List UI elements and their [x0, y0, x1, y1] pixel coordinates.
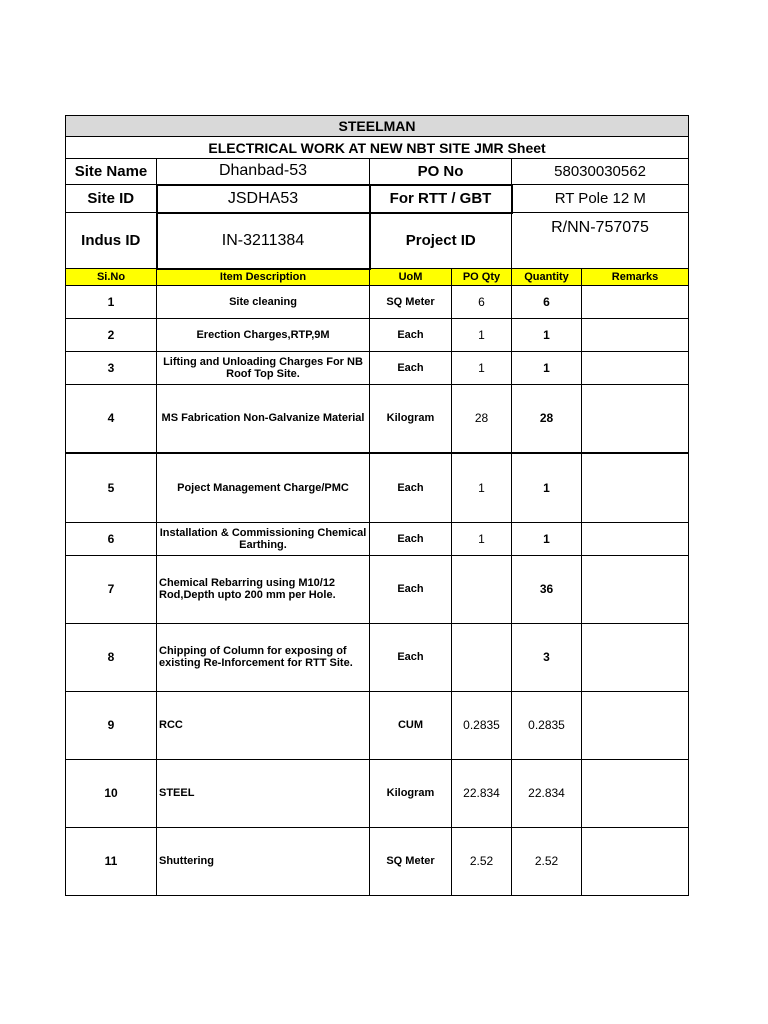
row-quantity: 6 [512, 285, 582, 318]
row-description: RCC [157, 691, 370, 759]
row-uom: CUM [370, 691, 452, 759]
row-quantity: 1 [512, 318, 582, 351]
site-id-value: JSDHA53 [157, 185, 370, 213]
row-po-qty: 1 [452, 522, 512, 555]
row-description: Shuttering [157, 827, 370, 895]
row-remarks [582, 318, 689, 351]
col-header-po-qty: PO Qty [452, 269, 512, 286]
indus-id-value: IN-3211384 [157, 213, 370, 269]
table-row [66, 759, 689, 827]
row-quantity: 36 [512, 555, 582, 623]
row-uom: Each [370, 522, 452, 555]
table-row [66, 285, 689, 318]
table-row [66, 827, 689, 895]
row-sno: 11 [66, 827, 157, 895]
row-po-qty: 22.834 [452, 759, 512, 827]
col-header-description: Item Description [157, 269, 370, 286]
row-quantity: 28 [512, 384, 582, 453]
row-quantity: 1 [512, 351, 582, 384]
row-uom: Kilogram [370, 759, 452, 827]
row-remarks [582, 384, 689, 453]
project-id-label: Project ID [370, 213, 512, 269]
row-uom: Each [370, 318, 452, 351]
table-row [66, 384, 689, 453]
row-description: Poject Management Charge/PMC [157, 453, 370, 522]
jmr-sheet-table [65, 115, 689, 896]
row-uom: SQ Meter [370, 285, 452, 318]
row-sno: 3 [66, 351, 157, 384]
row-description: Chipping of Column for exposing of existing Re-Inforcement for RTT Site. [157, 623, 370, 691]
table-row [66, 691, 689, 759]
row-remarks [582, 623, 689, 691]
row-remarks [582, 759, 689, 827]
row-quantity: 2.52 [512, 827, 582, 895]
table-row [66, 453, 689, 522]
row-uom: SQ Meter [370, 827, 452, 895]
row-po-qty: 6 [452, 285, 512, 318]
row-description: Site cleaning [157, 285, 370, 318]
row-quantity: 1 [512, 453, 582, 522]
site-name-value: Dhanbad-53 [157, 159, 370, 185]
row-remarks [582, 827, 689, 895]
row-quantity: 3 [512, 623, 582, 691]
po-no-label: PO No [370, 159, 512, 185]
table-row [66, 351, 689, 384]
row-quantity: 22.834 [512, 759, 582, 827]
row-po-qty: 1 [452, 453, 512, 522]
col-header-remarks: Remarks [582, 269, 689, 286]
row-sno: 6 [66, 522, 157, 555]
row-sno: 5 [66, 453, 157, 522]
indus-id-label: Indus ID [66, 213, 157, 269]
row-sno: 4 [66, 384, 157, 453]
row-description: Erection Charges,RTP,9M [157, 318, 370, 351]
row-quantity: 0.2835 [512, 691, 582, 759]
row-po-qty [452, 555, 512, 623]
site-id-label: Site ID [66, 185, 157, 213]
row-description: Chemical Rebarring using M10/12 Rod,Depth upto 200 mm per Hole. [157, 555, 370, 623]
row-remarks [582, 522, 689, 555]
row-sno: 10 [66, 759, 157, 827]
row-uom: Each [370, 351, 452, 384]
row-sno: 1 [66, 285, 157, 318]
table-row [66, 623, 689, 691]
row-uom: Each [370, 555, 452, 623]
row-remarks [582, 351, 689, 384]
rtt-gbt-value: RT Pole 12 M [512, 185, 689, 213]
col-header-uom: UoM [370, 269, 452, 286]
table-row [66, 318, 689, 351]
column-header-row [66, 269, 689, 286]
row-po-qty: 28 [452, 384, 512, 453]
row-sno: 7 [66, 555, 157, 623]
table-row [66, 522, 689, 555]
row-remarks [582, 691, 689, 759]
row-sno: 2 [66, 318, 157, 351]
row-description: STEEL [157, 759, 370, 827]
row-remarks [582, 453, 689, 522]
row-po-qty [452, 623, 512, 691]
row-po-qty: 1 [452, 351, 512, 384]
row-remarks [582, 555, 689, 623]
site-name-label: Site Name [66, 159, 157, 185]
row-po-qty: 1 [452, 318, 512, 351]
row-po-qty: 2.52 [452, 827, 512, 895]
po-no-value: 58030030562 [512, 159, 689, 185]
row-uom: Each [370, 453, 452, 522]
col-header-sno: Si.No [66, 269, 157, 286]
company-title: STEELMAN [66, 116, 689, 137]
project-id-value: R/NN-757075 [512, 213, 689, 269]
table-row [66, 555, 689, 623]
row-po-qty: 0.2835 [452, 691, 512, 759]
col-header-quantity: Quantity [512, 269, 582, 286]
row-uom: Kilogram [370, 384, 452, 453]
sheet-title: ELECTRICAL WORK AT NEW NBT SITE JMR Sheet [66, 137, 689, 159]
row-description: MS Fabrication Non-Galvanize Material [157, 384, 370, 453]
row-sno: 9 [66, 691, 157, 759]
row-quantity: 1 [512, 522, 582, 555]
row-uom: Each [370, 623, 452, 691]
rtt-gbt-label: For RTT / GBT [370, 185, 512, 213]
row-sno: 8 [66, 623, 157, 691]
row-description: Installation & Commissioning Chemical Earthing. [157, 522, 370, 555]
row-remarks [582, 285, 689, 318]
row-description: Lifting and Unloading Charges For NB Roof Top Site. [157, 351, 370, 384]
